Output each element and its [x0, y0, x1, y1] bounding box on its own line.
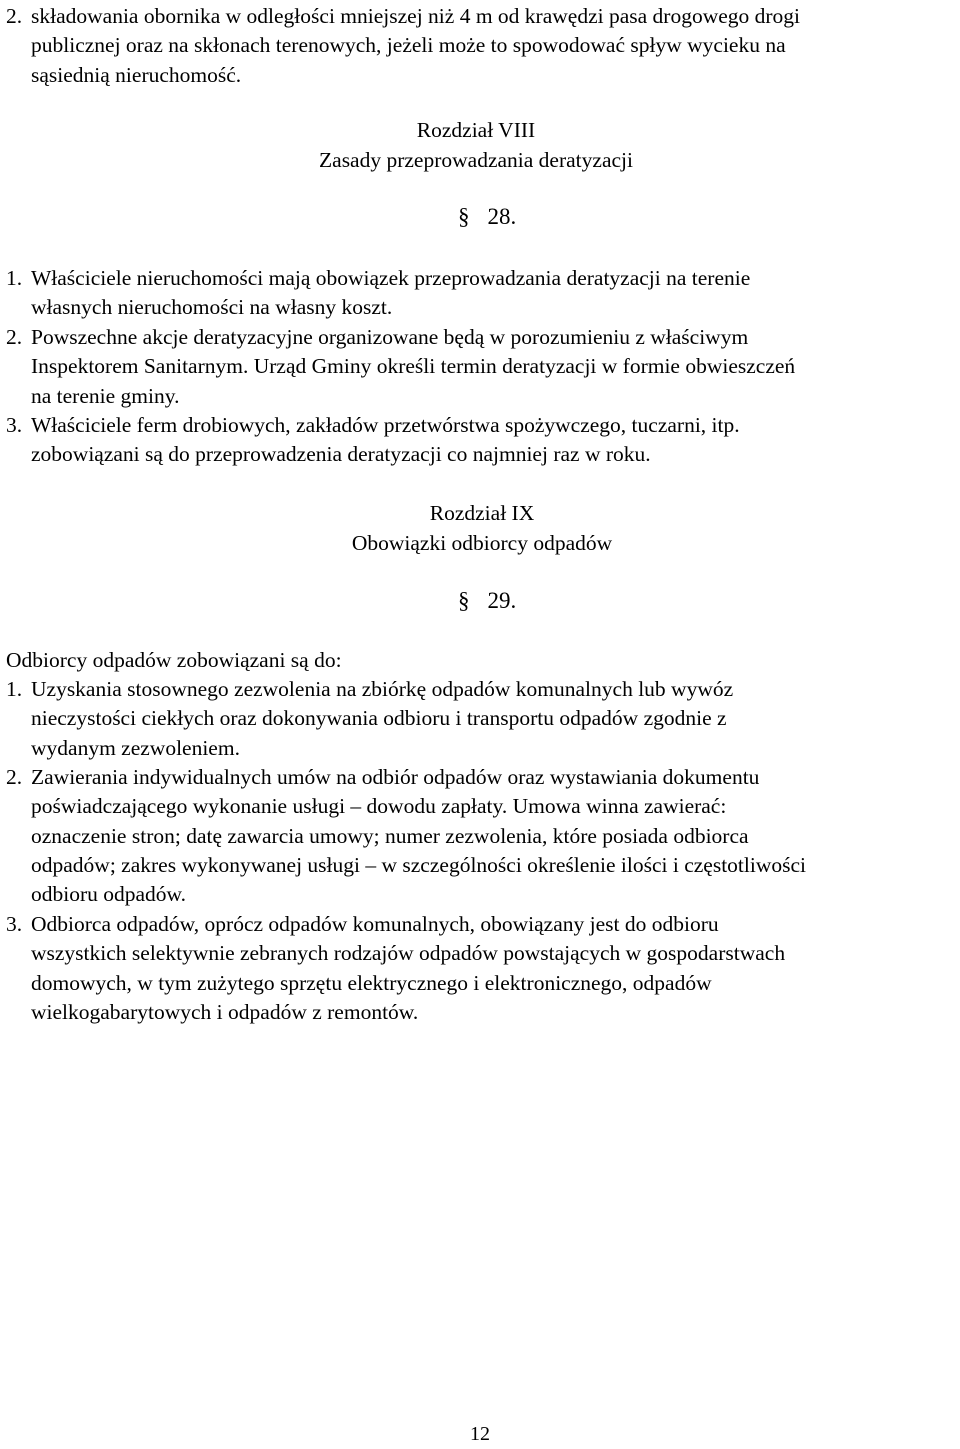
item-number: 1. — [6, 266, 23, 290]
chapter-heading: Rozdział VIII — [416, 118, 536, 142]
item-text: Odbiorca odpadów, oprócz odpadów komunalnych, obowiązany jest do odbioru wszystkich selektywnie zebranych rodzajów odpadów powstających w gospodarstwach domowych, w tym zużytego sprzętu elektrycznego i elektronicznego, odpadów wielkogabarytowych i odpadów z remontów. — [31, 912, 786, 1024]
item-text: Uzyskania stosownego zezwolenia na zbiórkę odpadów komunalnych lub wywóz nieczystości ciekłych oraz dokonywania odbioru i transportu odpadów zgodnie z wydanym zezwoleniem. — [31, 677, 734, 760]
list-item — [6, 2, 956, 90]
list-item — [6, 323, 956, 411]
section-sign: § — [458, 588, 470, 613]
item-number: 3. — [6, 413, 23, 437]
section-label: 29. — [487, 588, 517, 613]
item-number: 2. — [6, 325, 23, 349]
list-item — [6, 763, 956, 909]
section-label: 28. — [487, 204, 517, 229]
item-text: Właściciele ferm drobiowych, zakładów przetwórstwa spożywczego, tuczarni, itp. zobowiązani są do przeprowadzenia deratyzacji co najmniej raz w roku. — [31, 413, 740, 467]
section-intro: Odbiorcy odpadów zobowiązani są do: — [6, 648, 342, 672]
item-number: 2. — [6, 4, 23, 28]
list-item — [6, 264, 956, 323]
section-number — [458, 586, 516, 615]
chapter-title: Obowiązki odbiorcy odpadów — [351, 531, 613, 555]
list-item — [6, 675, 956, 763]
section-sign: § — [458, 204, 470, 229]
item-number: 3. — [6, 912, 23, 936]
item-text: Zawierania indywidualnych umów na odbiór odpadów oraz wystawiania dokumentu poświadczającego wykonanie usługi – dowodu zapłaty. Umowa winna zawierać: oznaczenie stron; datę zawarcia umowy; numer zezwolenia, które posiada odbiorca odpadów; zakres wykonywanej usługi – w szczególności określenie ilości i częstotliwości odbioru odpadów. — [31, 765, 806, 907]
chapter-heading: Rozdział IX — [429, 501, 535, 525]
chapter-title: Zasady przeprowadzania deratyzacji — [319, 148, 633, 172]
section-number — [458, 202, 516, 231]
item-text: Właściciele nieruchomości mają obowiązek przeprowadzania deratyzacji na terenie własnych nieruchomości na własny koszt. — [31, 266, 751, 320]
list-item — [6, 411, 956, 470]
list-item — [6, 910, 956, 1027]
item-text: składowania obornika w odległości mniejszej niż 4 m od krawędzi pasa drogowego drogi publicznej oraz na skłonach terenowych, jeżeli może to spowodować spływ wycieku na sąsiednią nieruchomość. — [31, 4, 801, 87]
page-number: 12 — [470, 1423, 490, 1445]
item-number: 1. — [6, 677, 23, 701]
item-number: 2. — [6, 765, 23, 789]
item-text: Powszechne akcje deratyzacyjne organizowane będą w porozumieniu z właściwym Inspektorem Sanitarnym. Urząd Gminy określi termin deratyzacji w formie obwieszczeń na terenie gminy. — [31, 325, 796, 408]
